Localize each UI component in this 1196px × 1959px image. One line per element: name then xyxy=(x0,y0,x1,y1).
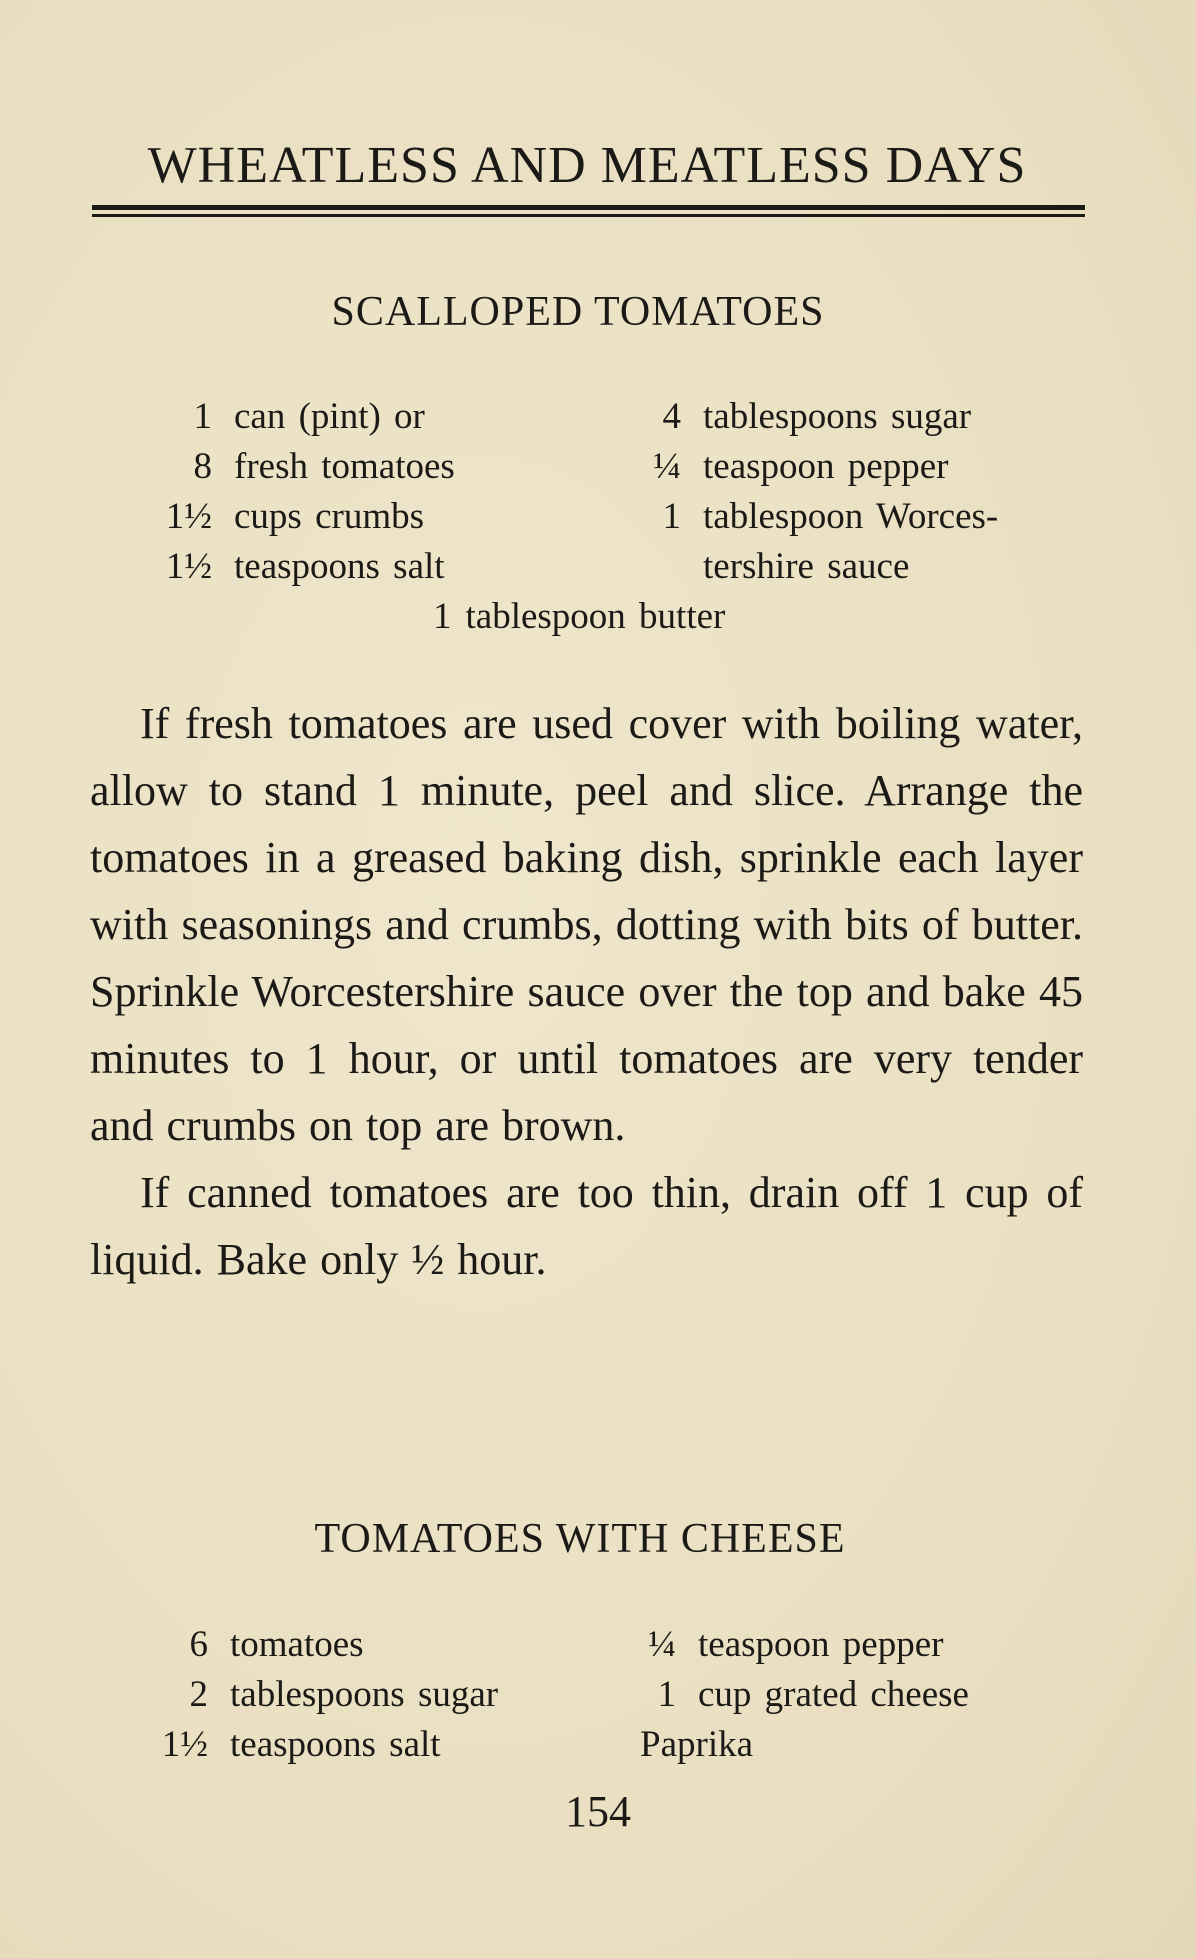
ingredient-qty: 2 xyxy=(189,1674,208,1715)
ingredient-row-centered xyxy=(433,592,725,642)
recipe-title-scalloped-tomatoes: SCALLOPED TOMATOES xyxy=(331,289,825,335)
header-rule-thin xyxy=(92,214,1085,217)
ingredient-row xyxy=(108,1620,498,1670)
ingredient-item: teaspoons salt xyxy=(234,546,445,587)
ingredient-item: tablespoons sugar xyxy=(230,1674,499,1715)
recipe-title-tomatoes-with-cheese: TOMATOES WITH CHEESE xyxy=(314,1516,846,1562)
ingredient-row xyxy=(625,542,998,592)
ingredient-item: teaspoon pepper xyxy=(698,1624,944,1665)
ingredient-qty: 1 xyxy=(657,1674,676,1715)
ingredient-list-left xyxy=(112,392,455,592)
ingredient-row xyxy=(625,442,998,492)
ingredient-row xyxy=(112,492,455,542)
ingredient-row xyxy=(620,1620,969,1670)
ingredient-list-left xyxy=(108,1620,498,1770)
ingredient-item: tablespoon butter xyxy=(465,596,726,637)
ingredient-item: cups crumbs xyxy=(234,496,424,537)
ingredient-row xyxy=(625,492,998,542)
ingredient-qty: 6 xyxy=(189,1624,208,1665)
ingredient-qty: ¼ xyxy=(653,446,681,487)
page-number: 154 xyxy=(565,1787,631,1836)
ingredient-row xyxy=(620,1670,969,1720)
ingredient-qty: 4 xyxy=(662,396,681,437)
ingredient-row xyxy=(112,392,455,442)
running-head: WHEATLESS AND MEATLESS DAYS xyxy=(147,137,1027,194)
instruction-paragraph: If fresh tomatoes are used cover with boiling water, allow to stand 1 minute, peel and slice. Arrange the tomatoes in a greased baking dish, sprinkle each layer with seasonings and crumbs, dotting with bits of butter. Sprinkle Worcestershire sauce over the top and bake 45 minutes to 1 hour, or until tomatoes are very tender and crumbs on top are brown. xyxy=(90,699,1083,1150)
ingredient-item: tomatoes xyxy=(230,1624,364,1665)
ingredient-row xyxy=(112,442,455,492)
ingredient-item: cup grated cheese xyxy=(698,1674,969,1715)
ingredient-item: tershire sauce xyxy=(703,546,910,587)
ingredient-qty: 1 xyxy=(433,596,452,637)
ingredient-item: tablespoon Worces- xyxy=(703,496,999,537)
instruction-paragraph: If canned tomatoes are too thin, drain off 1 cup of liquid. Bake only ½ hour. xyxy=(90,1168,1083,1284)
ingredient-row xyxy=(108,1670,498,1720)
ingredient-row xyxy=(625,392,998,442)
header-rule-thick xyxy=(92,205,1085,210)
ingredient-qty: 8 xyxy=(193,446,212,487)
ingredient-qty: 1½ xyxy=(165,546,212,587)
ingredient-row xyxy=(112,542,455,592)
ingredient-list-right xyxy=(620,1620,969,1770)
ingredient-qty: ¼ xyxy=(648,1624,676,1665)
ingredient-item: teaspoon pepper xyxy=(703,446,949,487)
ingredient-qty: 1 xyxy=(662,496,681,537)
ingredient-item: tablespoons sugar xyxy=(703,396,972,437)
ingredient-qty: 1½ xyxy=(161,1724,208,1765)
ingredient-list-right xyxy=(625,392,998,592)
ingredient-item: Paprika xyxy=(640,1724,754,1765)
ingredient-item: can (pint) or xyxy=(234,396,425,437)
ingredient-row xyxy=(108,1720,498,1770)
ingredient-row xyxy=(640,1720,969,1770)
ingredient-qty: 1 xyxy=(193,396,212,437)
ingredient-item: fresh tomatoes xyxy=(234,446,455,487)
recipe-instructions xyxy=(90,690,1083,1293)
ingredient-qty: 1½ xyxy=(165,496,212,537)
ingredient-item: teaspoons salt xyxy=(230,1724,441,1765)
